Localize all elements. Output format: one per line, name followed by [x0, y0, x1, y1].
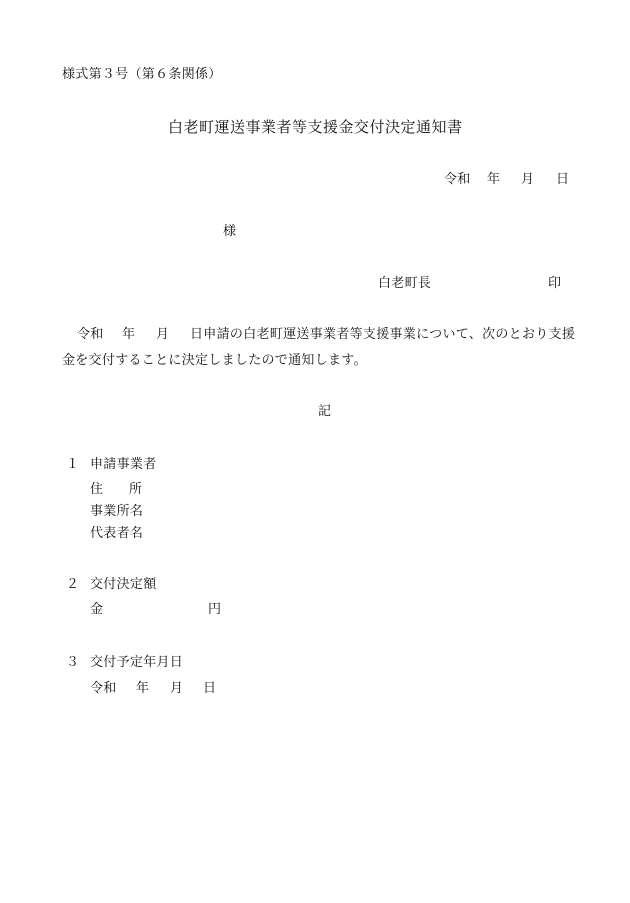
amount-yen-label: 円: [208, 602, 222, 617]
address-label-a: 住: [90, 482, 104, 497]
issuer-name: 白老町長: [378, 276, 432, 291]
scheduled-month: 月: [170, 681, 184, 696]
section1-number: １: [66, 457, 80, 472]
body-era: 令和: [77, 327, 104, 342]
section2-number: ２: [66, 577, 80, 592]
recipient-suffix: 様: [223, 224, 237, 239]
scheduled-day: 日: [203, 681, 217, 696]
body-year: 年: [122, 327, 136, 342]
date-month: 月: [521, 172, 535, 187]
body-line2: 金を交付することに決定しましたので通知します。: [62, 353, 367, 368]
scheduled-year: 年: [136, 681, 150, 696]
date-year: 年: [487, 172, 501, 187]
document-title: 白老町運送事業者等支援金交付決定通知書: [168, 118, 463, 136]
scheduled-era: 令和: [90, 681, 117, 696]
form-id: 様式第３号（第６条関係）: [62, 67, 222, 82]
amount-kin-label: 金: [90, 602, 104, 617]
section1-heading: 申請事業者: [90, 457, 157, 472]
section3-heading: 交付予定年月日: [90, 655, 184, 670]
seal-mark: 印: [548, 276, 562, 291]
body-month: 月: [156, 327, 170, 342]
ki-heading: 記: [318, 404, 332, 419]
date-day: 日: [556, 172, 570, 187]
section3-number: ３: [66, 655, 80, 670]
section2-heading: 交付決定額: [90, 577, 157, 592]
date-era: 令和: [444, 172, 471, 187]
representative-label: 代表者名: [90, 526, 144, 541]
office-name-label: 事業所名: [90, 504, 144, 519]
address-label-b: 所: [129, 482, 143, 497]
body-line1-rest: 日申請の白老町運送事業者等支援事業について、次のとおり支援: [190, 327, 576, 342]
